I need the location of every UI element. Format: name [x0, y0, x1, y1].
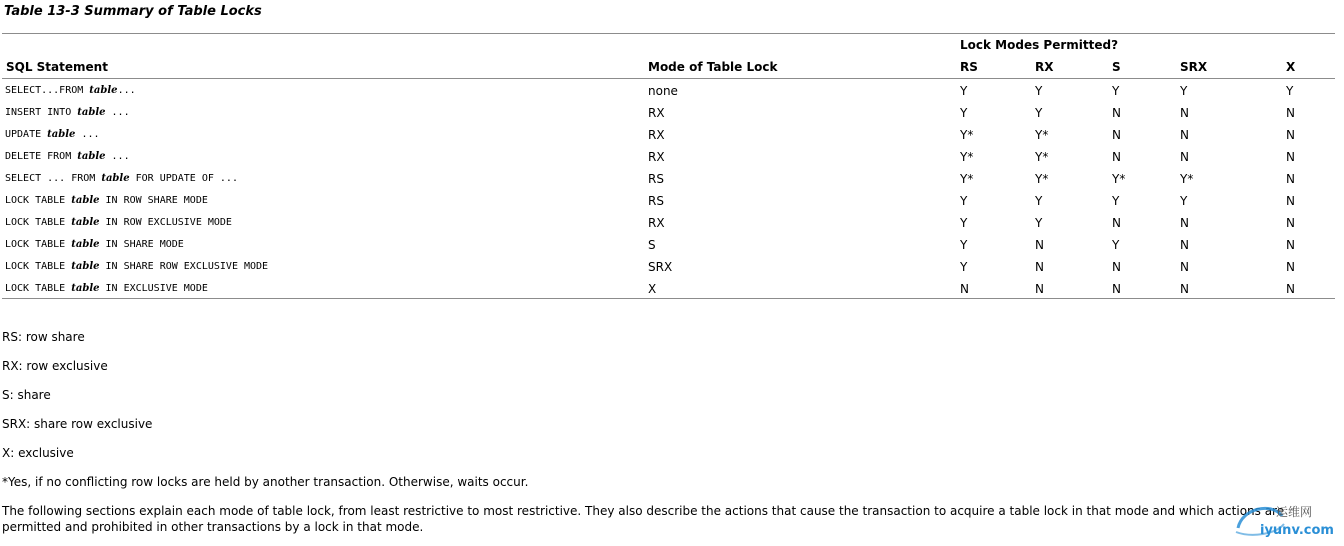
cell-s: Y	[1112, 84, 1120, 98]
cell-x: N	[1286, 282, 1295, 296]
cell-sql-statement	[5, 168, 238, 190]
statement-placeholder: table	[71, 239, 100, 250]
header-rx: RX	[1035, 60, 1054, 74]
watermark-site: iyunv.com	[1260, 523, 1334, 538]
statement-text: ...	[75, 129, 100, 140]
statement-text: LOCK TABLE	[5, 239, 72, 250]
cell-s: Y*	[1112, 172, 1126, 186]
cell-rx: Y	[1035, 194, 1043, 208]
watermark-site-cn: 运维网	[1276, 505, 1313, 519]
cell-mode: RX	[648, 106, 665, 120]
cell-sql-statement	[5, 256, 268, 278]
cell-sql-statement	[5, 212, 232, 234]
statement-text: IN ROW SHARE MODE	[99, 195, 208, 206]
header-sql-statement: SQL Statement	[6, 60, 108, 74]
cell-rx: Y*	[1035, 128, 1049, 142]
cell-s: Y	[1112, 238, 1120, 252]
cell-x: N	[1286, 194, 1295, 208]
cell-mode: SRX	[648, 260, 673, 274]
statement-text: LOCK TABLE	[5, 217, 72, 228]
statement-placeholder: table	[47, 129, 76, 140]
statement-text: IN EXCLUSIVE MODE	[99, 283, 208, 294]
cell-mode: none	[648, 84, 678, 98]
cell-srx: N	[1180, 106, 1189, 120]
cell-rs: Y	[960, 194, 968, 208]
legend-rx: RX: row exclusive	[2, 359, 108, 373]
watermark	[1232, 500, 1340, 540]
statement-text: LOCK TABLE	[5, 261, 72, 272]
cell-rx: N	[1035, 282, 1044, 296]
statement-text: FOR UPDATE OF ...	[129, 173, 238, 184]
cell-srx: N	[1180, 238, 1189, 252]
statement-text: ...	[105, 151, 130, 162]
cell-rs: Y	[960, 84, 968, 98]
cell-srx: Y*	[1180, 172, 1194, 186]
cell-sql-statement	[5, 278, 208, 300]
cell-s: N	[1112, 128, 1121, 142]
cell-mode: S	[648, 238, 656, 252]
cell-srx: Y	[1180, 194, 1188, 208]
cell-mode: X	[648, 282, 657, 296]
cell-srx: N	[1180, 150, 1189, 164]
statement-placeholder: table	[89, 85, 118, 96]
table-bottom-rule	[2, 298, 1335, 299]
cell-rs: Y*	[960, 128, 974, 142]
cell-s: N	[1112, 282, 1121, 296]
cell-sql-statement	[5, 234, 184, 256]
cell-srx: N	[1180, 282, 1189, 296]
legend-rs: RS: row share	[2, 330, 85, 344]
cell-x: N	[1286, 150, 1295, 164]
cell-mode: RX	[648, 216, 665, 230]
cell-x: N	[1286, 238, 1295, 252]
legend-s: S: share	[2, 388, 51, 402]
statement-text: IN SHARE MODE	[99, 239, 184, 250]
cell-s: N	[1112, 106, 1121, 120]
statement-text: LOCK TABLE	[5, 195, 72, 206]
cell-x: Y	[1286, 84, 1294, 98]
description-paragraph: The following sections explain each mode of table lock, from least restrictive to most restrictive. They also describe the actions that cause the transaction to acquire a table lock in that mode and which actions are permitted and prohibited in other transactions by a lock in that mode.	[2, 504, 1285, 534]
cell-x: N	[1286, 106, 1295, 120]
statement-text: SELECT...FROM	[5, 85, 90, 96]
cell-rs: Y	[960, 106, 968, 120]
statement-placeholder: table	[77, 107, 106, 118]
cell-s: N	[1112, 260, 1121, 274]
cell-mode: RX	[648, 128, 665, 142]
cell-rx: Y*	[1035, 172, 1049, 186]
cell-rx: Y	[1035, 106, 1043, 120]
cell-x: N	[1286, 172, 1295, 186]
table-top-rule	[2, 33, 1335, 34]
watermark-swoosh-icon	[1232, 500, 1340, 540]
statement-text: INSERT INTO	[5, 107, 78, 118]
cell-rs: N	[960, 282, 969, 296]
header-mode-of-table-lock: Mode of Table Lock	[648, 60, 778, 74]
statement-placeholder: table	[77, 151, 106, 162]
cell-srx: N	[1180, 128, 1189, 142]
statement-text: ...	[105, 107, 130, 118]
statement-placeholder: table	[101, 173, 130, 184]
cell-rx: N	[1035, 238, 1044, 252]
cell-rx: Y	[1035, 216, 1043, 230]
cell-x: N	[1286, 260, 1295, 274]
header-s: S	[1112, 60, 1121, 74]
cell-rs: Y*	[960, 172, 974, 186]
cell-x: N	[1286, 216, 1295, 230]
cell-rs: Y	[960, 216, 968, 230]
header-srx: SRX	[1180, 60, 1208, 74]
legend-srx: SRX: share row exclusive	[2, 417, 153, 431]
cell-s: Y	[1112, 194, 1120, 208]
statement-placeholder: table	[71, 283, 100, 294]
cell-sql-statement	[5, 146, 130, 168]
statement-text: LOCK TABLE	[5, 283, 72, 294]
cell-sql-statement	[5, 80, 136, 102]
table-header-rule	[2, 78, 1335, 79]
legend-x: X: exclusive	[2, 446, 74, 460]
cell-rs: Y	[960, 260, 968, 274]
statement-text: UPDATE	[5, 129, 48, 140]
statement-placeholder: table	[71, 261, 100, 272]
cell-x: N	[1286, 128, 1295, 142]
cell-mode: RX	[648, 150, 665, 164]
cell-rx: Y	[1035, 84, 1043, 98]
header-x: X	[1286, 60, 1296, 74]
cell-rx: Y*	[1035, 150, 1049, 164]
cell-mode: RS	[648, 194, 664, 208]
cell-sql-statement	[5, 124, 100, 146]
cell-mode: RS	[648, 172, 664, 186]
statement-placeholder: table	[71, 217, 100, 228]
cell-rs: Y	[960, 238, 968, 252]
table-caption: Table 13-3 Summary of Table Locks	[4, 4, 262, 19]
statement-text: DELETE FROM	[5, 151, 78, 162]
statement-placeholder: table	[71, 195, 100, 206]
cell-rs: Y*	[960, 150, 974, 164]
cell-sql-statement	[5, 102, 130, 124]
group-header-lock-modes: Lock Modes Permitted?	[960, 38, 1119, 52]
cell-srx: N	[1180, 216, 1189, 230]
statement-text: IN ROW EXCLUSIVE MODE	[99, 217, 232, 228]
cell-srx: N	[1180, 260, 1189, 274]
cell-rx: N	[1035, 260, 1044, 274]
cell-s: N	[1112, 150, 1121, 164]
statement-text: ...	[117, 85, 136, 96]
statement-text: IN SHARE ROW EXCLUSIVE MODE	[99, 261, 269, 272]
footnote: *Yes, if no conflicting row locks are held by another transaction. Otherwise, waits occur.	[2, 475, 529, 489]
statement-text: SELECT ... FROM	[5, 173, 102, 184]
header-rs: RS	[960, 60, 978, 74]
cell-sql-statement	[5, 190, 208, 212]
cell-srx: Y	[1180, 84, 1188, 98]
cell-s: N	[1112, 216, 1121, 230]
